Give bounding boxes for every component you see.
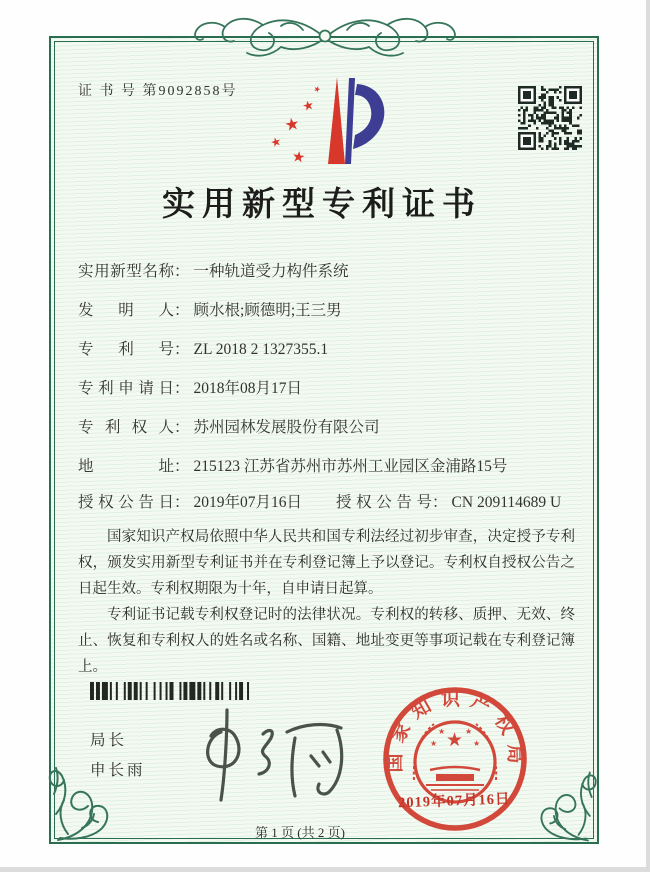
svg-text:★: ★: [430, 739, 438, 748]
field-label: 专利申请日: [78, 380, 174, 397]
field-row-name: [78, 259, 349, 281]
field-label: 授权公告号: [336, 494, 433, 511]
field-row-grant: [78, 490, 561, 512]
svg-text:★: ★: [446, 729, 464, 751]
certificate-number: 证 书 号 第9092858号: [78, 84, 238, 99]
legal-paragraph-2: 专利证书记载专利权登记时的法律状况。专利权的转移、质押、无效、终止、恢复和专利权人的姓名或名称、国籍、地址变更等事项记载在专利登记簿上。: [78, 607, 575, 675]
svg-text:★: ★: [300, 97, 316, 116]
page-number: 第 1 页 (共 2 页): [255, 825, 345, 840]
field-value: 215123 江苏省苏州市苏州工业园区金浦路15号: [193, 458, 508, 475]
field-colon: ：: [174, 380, 190, 397]
svg-text:★: ★: [465, 727, 473, 736]
legal-text: [78, 524, 575, 680]
qr-code: [518, 86, 582, 150]
field-colon: ：: [174, 458, 190, 475]
certificate-title: 实用新型专利证书: [162, 187, 482, 223]
svg-text:★: ★: [473, 739, 481, 748]
field-label: 实用新型名称: [78, 263, 174, 280]
field-colon: ：: [174, 341, 190, 358]
field-label: 授权公告日: [78, 494, 174, 511]
field-colon: ：: [174, 302, 190, 319]
svg-text:★: ★: [312, 83, 323, 95]
field-value: ZL 2018 2 1327355.1: [193, 341, 329, 358]
svg-text:★: ★: [282, 113, 302, 137]
svg-text:★: ★: [438, 727, 446, 736]
field-colon: ：: [174, 494, 190, 511]
field-row-inventors: [78, 298, 342, 320]
official-title: 局长: [90, 732, 128, 749]
field-label: 地址: [78, 458, 174, 475]
field-row-address: [78, 454, 507, 476]
field-row-filing-date: [78, 376, 302, 398]
official-name: 申长雨: [90, 762, 146, 779]
field-label: 专利号: [78, 341, 174, 358]
field-value: 顾水根;顾德明;王三男: [193, 302, 342, 319]
field-value: 2018年08月17日: [193, 380, 303, 397]
barcode: [90, 682, 253, 700]
field-value: CN 209114689 U: [451, 494, 562, 511]
seal-date: 2019年07月16日: [397, 791, 511, 812]
field-value: 苏州园林发展股份有限公司: [193, 419, 380, 436]
field-colon: ：: [174, 419, 190, 436]
field-row-patent-no: [78, 337, 328, 359]
field-value: 一种轨道受力构件系统: [193, 263, 349, 280]
svg-text:★: ★: [290, 146, 307, 167]
svg-text:★: ★: [268, 133, 284, 151]
field-label: 发明人: [78, 302, 174, 319]
seal-org-text: 国家知识产权局: [384, 688, 526, 773]
field-value: 2019年07月16日: [193, 494, 303, 511]
field-row-patentee: [78, 415, 380, 437]
signature-handwriting: [186, 704, 356, 804]
field-colon: ：: [432, 494, 448, 511]
field-colon: ：: [174, 263, 190, 280]
field-label: 专利权人: [78, 419, 174, 436]
cnipa-logo-icon: [264, 72, 394, 170]
legal-paragraph-1: 国家知识产权局依照中华人民共和国专利法经过初步审查，决定授予专利权，颁发实用新型专利证书并在专利登记簿上予以登记。专利权自授权公告之日起生效。专利权期限为十年，自申请日起算。: [78, 529, 575, 597]
